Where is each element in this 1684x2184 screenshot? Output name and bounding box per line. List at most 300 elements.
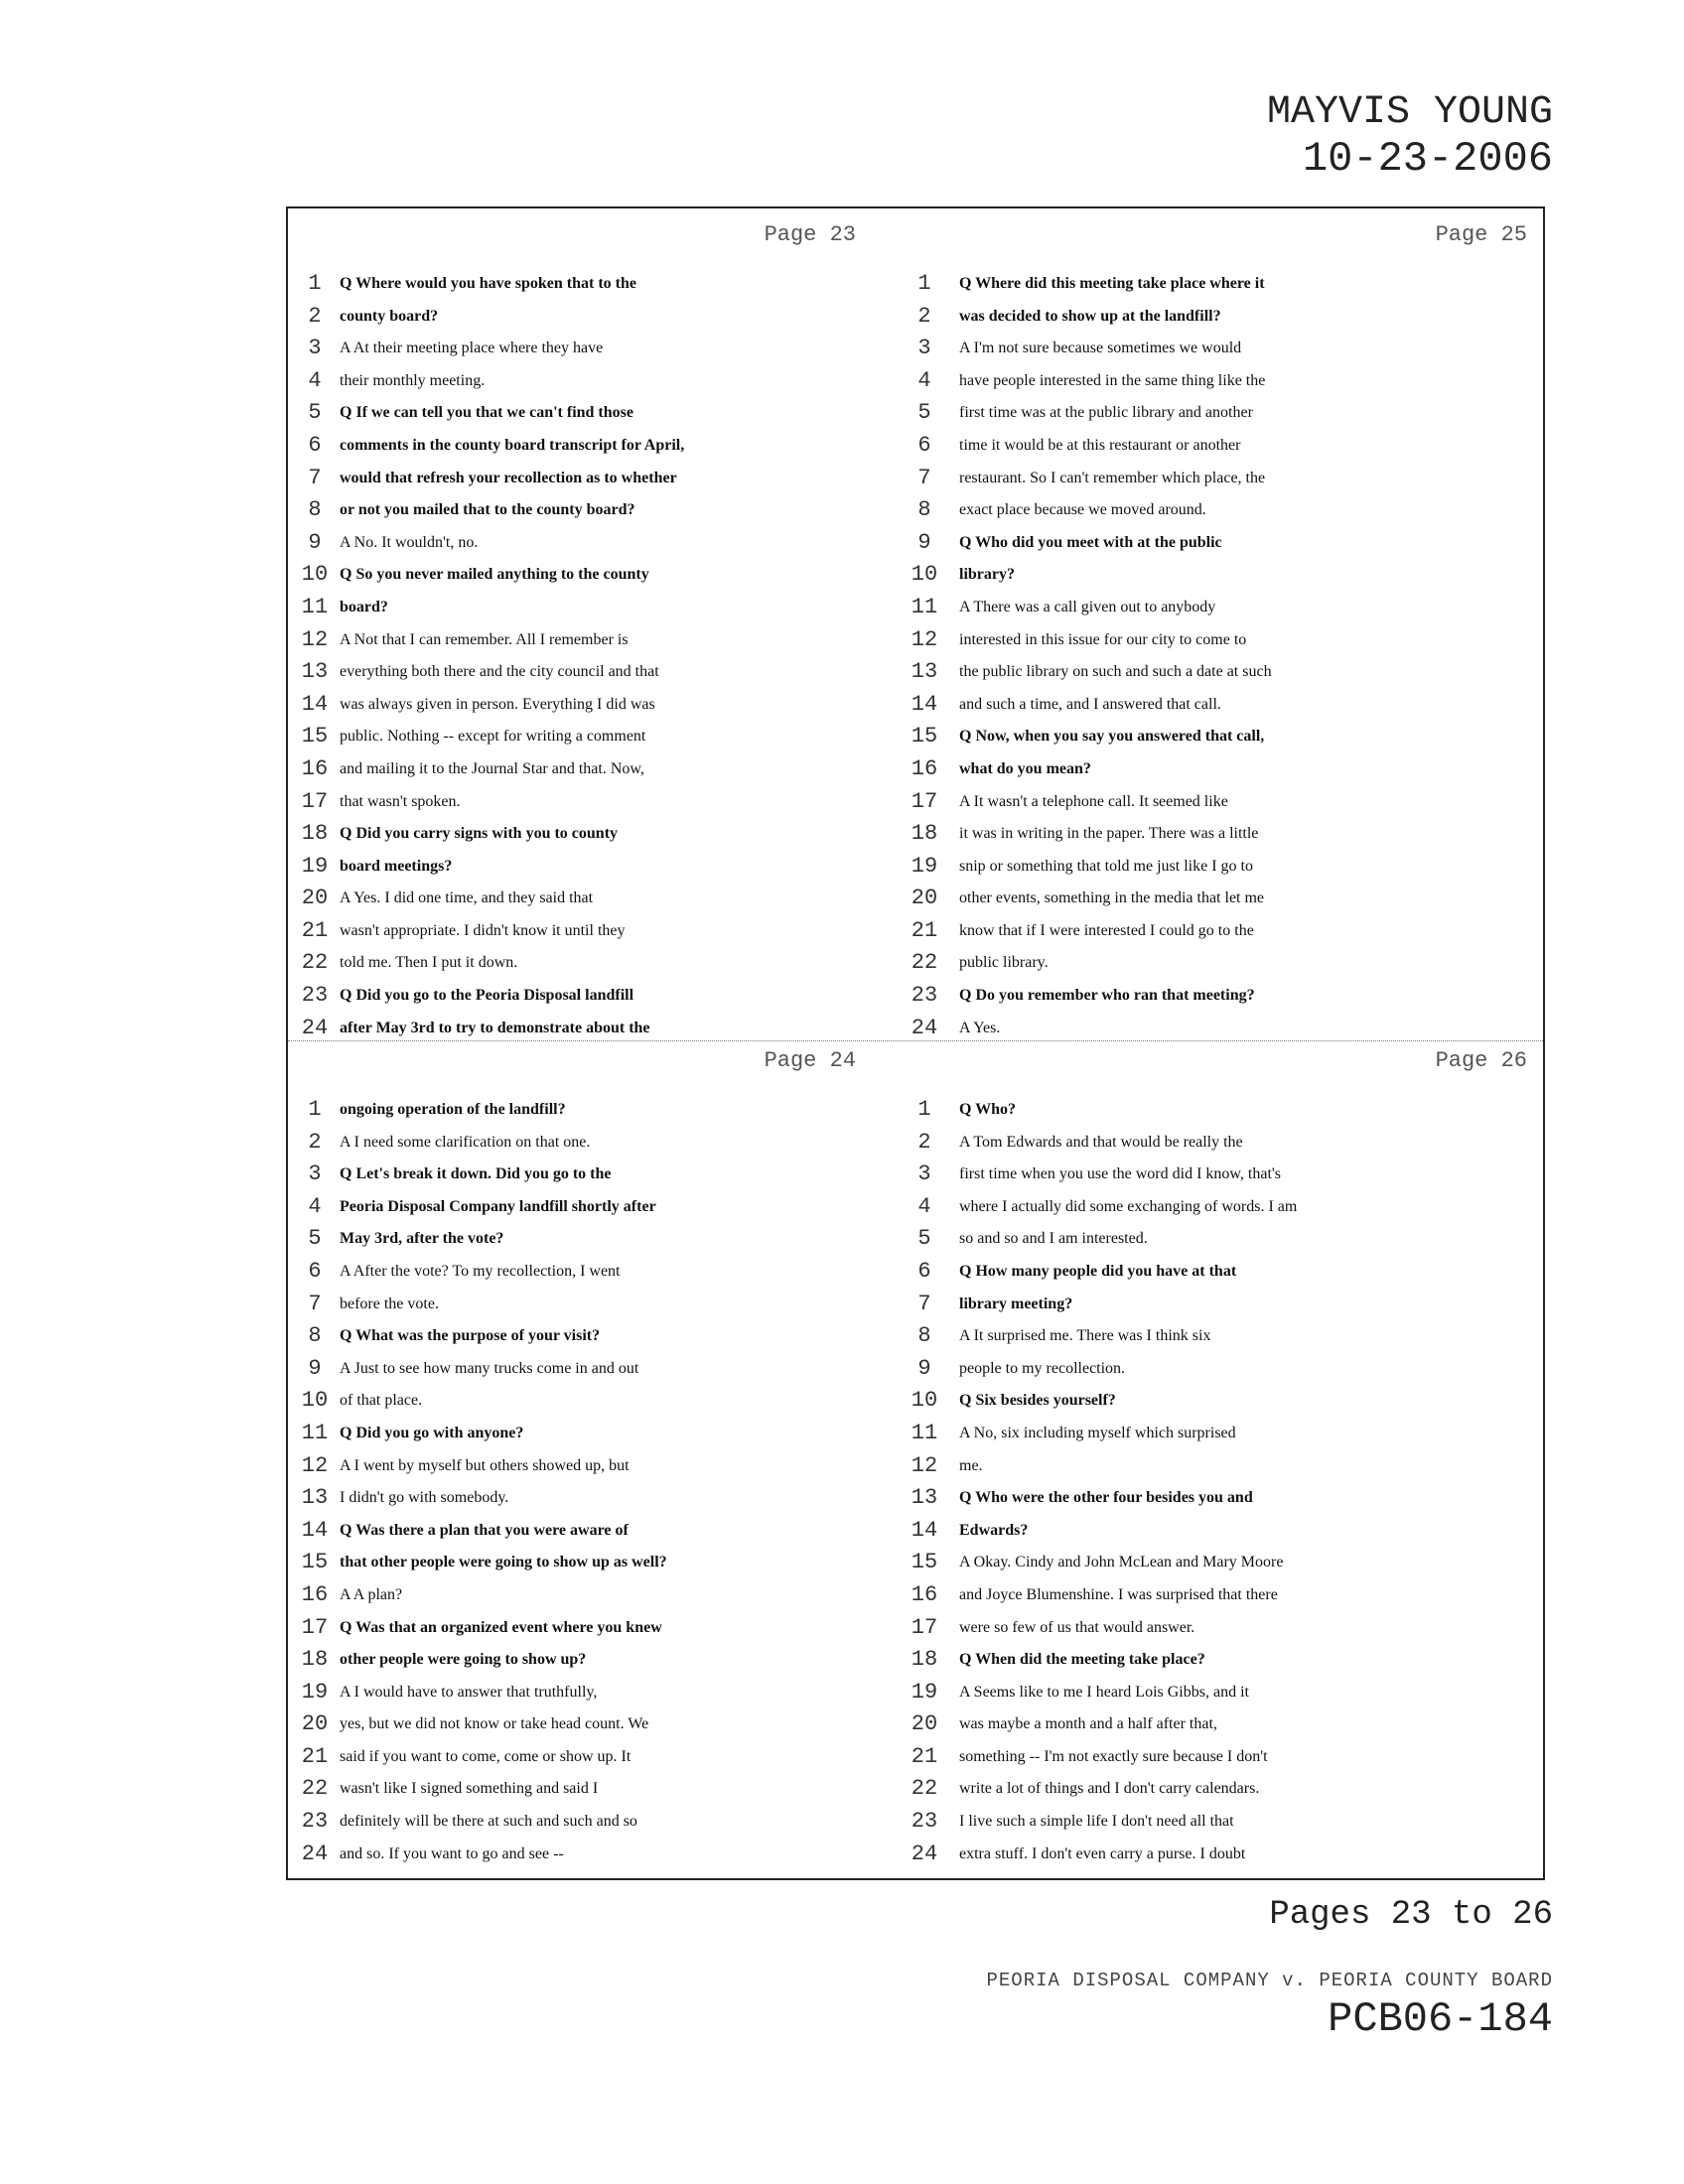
line-text: Edwards? [959, 1521, 1029, 1539]
line-number: 8 [308, 497, 322, 523]
transcript-line [288, 786, 915, 819]
line-number: 10 [911, 1388, 938, 1414]
line-text: that other people were going to show up as well? [340, 1554, 667, 1571]
line-number: 17 [301, 788, 329, 814]
line-text: I live such a simple life I don't need all that [959, 1813, 1234, 1831]
transcript-page-25 [911, 208, 1545, 1040]
transcript-line [288, 1094, 915, 1127]
line-number: 17 [911, 1614, 938, 1640]
line-number: 4 [917, 367, 931, 393]
line-number: 22 [911, 1776, 938, 1802]
line-text: comments in the county board transcript for April, [340, 436, 685, 454]
line-text: where I actually did some exchanging of words. I am [959, 1197, 1298, 1215]
page-label: Page 23 [764, 222, 856, 247]
line-number: 21 [301, 917, 329, 943]
line-number: 14 [911, 1517, 938, 1543]
line-text: A I'm not sure because sometimes we would [959, 340, 1242, 357]
line-number: 3 [308, 1161, 322, 1187]
line-text: A Okay. Cindy and John McLean and Mary Moore [959, 1554, 1284, 1571]
line-text: after May 3rd to try to demonstrate about the [340, 1019, 650, 1036]
line-text: wasn't appropriate. I didn't know it until they [340, 921, 626, 939]
transcript-line [288, 980, 915, 1013]
line-text: Q Was that an organized event where you knew [340, 1618, 662, 1636]
transcript-line [288, 1159, 915, 1191]
transcript-lines [288, 268, 915, 1044]
line-text: what do you mean? [959, 759, 1091, 777]
line-text: A No. It wouldn't, no. [340, 533, 479, 551]
line-text: people to my recollection. [959, 1359, 1126, 1377]
transcript-line [288, 1644, 915, 1677]
line-number: 22 [301, 1776, 329, 1802]
line-text: A Just to see how many trucks come in and out [340, 1359, 639, 1377]
transcript-line [288, 1450, 915, 1483]
line-text: A Yes. I did one time, and they said that [340, 889, 594, 907]
transcript-line [917, 463, 1545, 495]
line-number: 13 [911, 659, 938, 685]
transcript-line [288, 333, 915, 365]
line-text: so and so and I am interested. [959, 1230, 1148, 1248]
transcript-line [288, 915, 915, 948]
line-number: 9 [308, 1355, 322, 1381]
line-text: Q Let's break it down. Did you go to the [340, 1165, 612, 1183]
line-text: were so few of us that would answer. [959, 1618, 1195, 1636]
line-text: write a lot of things and I don't carry calendars. [959, 1780, 1260, 1798]
line-text: Q Do you remember who ran that meeting? [959, 987, 1255, 1005]
line-number: 13 [301, 659, 329, 685]
transcript-line [288, 1579, 915, 1612]
transcript-line [288, 1482, 915, 1515]
line-number: 18 [301, 1647, 329, 1673]
transcript-line [288, 1256, 915, 1289]
line-text: Q Did you carry signs with you to county [340, 825, 619, 843]
line-text: A I need some clarification on that one. [340, 1133, 591, 1151]
transcript-line [911, 915, 1545, 948]
transcript-line [911, 1385, 1545, 1418]
line-number: 13 [301, 1485, 329, 1511]
line-number: 5 [917, 1226, 931, 1252]
line-text: A I would have to answer that truthfully, [340, 1683, 598, 1701]
line-number: 2 [917, 1129, 931, 1155]
transcript-line [917, 1320, 1545, 1353]
line-text: definitely will be there at such and such and so [340, 1813, 637, 1831]
line-number: 11 [911, 1420, 938, 1445]
line-text: ongoing operation of the landfill? [340, 1101, 566, 1118]
line-text: A Tom Edwards and that would be really the [959, 1133, 1243, 1151]
transcript-page-23 [288, 208, 915, 1040]
transcript-page-24 [288, 1048, 915, 1876]
transcript-line [288, 463, 915, 495]
line-number: 3 [917, 336, 931, 361]
transcript-line [917, 1353, 1545, 1386]
transcript-page-26 [911, 1048, 1545, 1876]
line-number: 7 [917, 465, 931, 490]
transcript-line [911, 1773, 1545, 1806]
line-number: 2 [917, 303, 931, 329]
line-text: A It wasn't a telephone call. It seemed like [959, 792, 1228, 810]
page-label: Page 24 [764, 1048, 856, 1073]
line-text: was decided to show up at the landfill? [959, 307, 1221, 325]
line-number: 9 [917, 529, 931, 555]
line-number: 16 [911, 755, 938, 781]
transcript-line [911, 689, 1545, 722]
line-text: Q Who were the other four besides you and [959, 1489, 1253, 1507]
line-number: 21 [911, 917, 938, 943]
line-text: Q Where would you have spoken that to the [340, 275, 636, 292]
line-number: 16 [301, 755, 329, 781]
line-text: Q When did the meeting take place? [959, 1651, 1205, 1669]
line-text: Q Who did you meet with at the public [959, 533, 1222, 551]
transcript-line [917, 1159, 1545, 1191]
line-text: public library. [959, 954, 1049, 972]
line-text: Q What was the purpose of your visit? [340, 1327, 601, 1345]
line-number: 16 [911, 1581, 938, 1607]
page-range: Pages 23 to 26 [1269, 1896, 1553, 1934]
transcript-line [911, 1612, 1545, 1645]
line-text: that wasn't spoken. [340, 792, 461, 810]
line-text: and such a time, and I answered that call. [959, 695, 1221, 713]
transcript-line [288, 592, 915, 624]
line-text: know that if I were interested I could go to the [959, 921, 1254, 939]
line-text: everything both there and the city council and that [340, 663, 659, 681]
line-number: 5 [308, 1226, 322, 1252]
line-number: 7 [917, 1291, 931, 1316]
transcript-line [917, 301, 1545, 334]
transcript-line [288, 1320, 915, 1353]
transcript-line [911, 753, 1545, 786]
transcript-line [917, 430, 1545, 463]
transcript-line [288, 494, 915, 527]
transcript-line [911, 818, 1545, 851]
transcript-line [288, 1223, 915, 1256]
line-number: 11 [301, 1420, 329, 1445]
transcript-line [911, 1839, 1545, 1871]
line-text: first time when you use the word did I know, that's [959, 1165, 1282, 1183]
line-number: 6 [308, 432, 322, 458]
line-number: 1 [917, 1097, 931, 1122]
line-text: have people interested in the same thing like the [959, 371, 1266, 389]
transcript-line [917, 397, 1545, 430]
line-number: 1 [308, 1097, 322, 1122]
line-text: library? [959, 566, 1015, 584]
transcript-line [911, 1741, 1545, 1774]
line-number: 6 [917, 1258, 931, 1284]
line-number: 23 [301, 1809, 329, 1835]
line-number: 1 [308, 271, 322, 296]
line-text: snip or something that told me just like I go to [959, 857, 1253, 875]
line-text: their monthly meeting. [340, 371, 486, 389]
transcript-line [288, 1127, 915, 1160]
transcript-line [288, 883, 915, 915]
line-number: 18 [911, 1647, 938, 1673]
transcript-line [288, 656, 915, 689]
line-number: 4 [308, 367, 322, 393]
transcript-line [911, 1677, 1545, 1709]
line-text: yes, but we did not know or take head count. We [340, 1715, 649, 1733]
line-number: 4 [917, 1193, 931, 1219]
line-number: 17 [911, 788, 938, 814]
line-number: 13 [911, 1485, 938, 1511]
line-number: 8 [917, 497, 931, 523]
line-number: 6 [308, 1258, 322, 1284]
transcript-line [288, 1773, 915, 1806]
line-number: 17 [301, 1614, 329, 1640]
transcript-line [288, 1806, 915, 1839]
transcript-line [917, 1223, 1545, 1256]
transcript-line [288, 1289, 915, 1321]
line-number: 18 [911, 821, 938, 847]
transcript-line [911, 1579, 1545, 1612]
line-number: 11 [301, 594, 329, 619]
transcript-lines [288, 1094, 915, 1870]
transcript-line [288, 689, 915, 722]
line-text: A A plan? [340, 1585, 403, 1603]
line-number: 21 [301, 1743, 329, 1769]
line-text: restaurant. So I can't remember which place, the [959, 469, 1266, 486]
witness-name: MAYVIS YOUNG [1266, 90, 1553, 135]
line-text: board? [340, 598, 388, 615]
line-text: told me. Then I put it down. [340, 954, 518, 972]
line-number: 2 [308, 303, 322, 329]
line-text: other people were going to show up? [340, 1651, 587, 1669]
transcript-line [288, 1708, 915, 1741]
line-number: 20 [911, 1711, 938, 1737]
line-number: 23 [301, 983, 329, 1009]
transcript-line [911, 1482, 1545, 1515]
line-number: 22 [911, 950, 938, 976]
line-number: 24 [301, 1841, 329, 1866]
line-number: 12 [911, 626, 938, 652]
transcript-line [917, 268, 1545, 301]
transcript-lines [911, 1094, 1545, 1870]
transcript-line [911, 1806, 1545, 1839]
transcript-line [911, 883, 1545, 915]
transcript-line [917, 1127, 1545, 1160]
transcript-line [288, 818, 915, 851]
docket-number: PCB06-184 [1328, 1995, 1553, 2043]
transcript-line [911, 851, 1545, 884]
line-text: or not you mailed that to the county board? [340, 501, 635, 519]
line-number: 8 [308, 1323, 322, 1349]
transcript-line [911, 980, 1545, 1013]
page-divider [288, 1040, 1543, 1041]
line-number: 3 [308, 336, 322, 361]
transcript-line [288, 1418, 915, 1450]
transcript-line [911, 721, 1545, 753]
transcript-line [288, 1612, 915, 1645]
transcript-line [288, 527, 915, 560]
line-text: A Seems like to me I heard Lois Gibbs, and it [959, 1683, 1249, 1701]
transcript-line [911, 1450, 1545, 1483]
line-number: 12 [301, 1452, 329, 1478]
line-text: A After the vote? To my recollection, I went [340, 1262, 621, 1280]
line-text: was maybe a month and a half after that, [959, 1715, 1217, 1733]
line-text: A Not that I can remember. All I remember is [340, 630, 629, 648]
line-number: 10 [301, 1388, 329, 1414]
line-text: A It surprised me. There was I think six [959, 1327, 1211, 1345]
transcript-line [288, 397, 915, 430]
line-text: county board? [340, 307, 439, 325]
transcript-line [911, 1708, 1545, 1741]
page-label: Page 25 [1435, 222, 1527, 247]
transcript-line [911, 656, 1545, 689]
transcript-line [288, 851, 915, 884]
transcript-line [288, 1547, 915, 1579]
transcript-line [911, 1418, 1545, 1450]
line-text: said if you want to come, come or show up. It [340, 1747, 632, 1765]
line-text: the public library on such and such a date at such [959, 663, 1272, 681]
line-text: Q Six besides yourself? [959, 1392, 1116, 1410]
line-text: Q Was there a plan that you were aware of [340, 1521, 629, 1539]
line-text: extra stuff. I don't even carry a purse. I doubt [959, 1844, 1246, 1862]
transcript-line [288, 1741, 915, 1774]
line-text: time it would be at this restaurant or another [959, 436, 1241, 454]
transcript-line [911, 624, 1545, 657]
line-number: 19 [301, 853, 329, 879]
line-number: 23 [911, 983, 938, 1009]
transcript-line [288, 1385, 915, 1418]
line-number: 14 [301, 691, 329, 717]
line-number: 8 [917, 1323, 931, 1349]
line-number: 7 [308, 465, 322, 490]
line-number: 24 [301, 1015, 329, 1040]
transcript-line [288, 1677, 915, 1709]
transcript-line [288, 365, 915, 398]
transcript-line [288, 301, 915, 334]
transcript-line [917, 365, 1545, 398]
transcript-line [917, 1289, 1545, 1321]
line-text: first time was at the public library and another [959, 404, 1253, 422]
line-text: and Joyce Blumenshine. I was surprised that there [959, 1585, 1278, 1603]
line-number: 15 [301, 724, 329, 750]
line-text: public. Nothing -- except for writing a comment [340, 728, 646, 746]
transcript-line [911, 1547, 1545, 1579]
line-number: 9 [917, 1355, 931, 1381]
line-number: 24 [911, 1841, 938, 1866]
line-text: it was in writing in the paper. There was a little [959, 825, 1259, 843]
line-text: library meeting? [959, 1295, 1073, 1312]
line-text: Q Now, when you say you answered that call, [959, 728, 1265, 746]
transcript-line [917, 1256, 1545, 1289]
line-text: was always given in person. Everything I did was [340, 695, 655, 713]
line-number: 15 [911, 724, 938, 750]
line-number: 11 [911, 594, 938, 619]
transcript-line [911, 559, 1545, 592]
line-number: 19 [911, 853, 938, 879]
line-text: Q Who? [959, 1101, 1017, 1118]
line-number: 2 [308, 1129, 322, 1155]
line-text: Q So you never mailed anything to the county [340, 566, 649, 584]
line-text: A At their meeting place where they have [340, 340, 604, 357]
transcript-line [911, 947, 1545, 980]
transcript-line [288, 947, 915, 980]
line-number: 5 [917, 400, 931, 426]
line-text: and so. If you want to go and see -- [340, 1844, 564, 1862]
line-text: Q How many people did you have at that [959, 1262, 1237, 1280]
line-text: me. [959, 1456, 983, 1474]
transcript-line [917, 527, 1545, 560]
transcript-lines [911, 268, 1545, 1044]
line-text: Q If we can tell you that we can't find those [340, 404, 633, 422]
transcript-line [288, 1353, 915, 1386]
transcript-line [288, 753, 915, 786]
line-number: 9 [308, 529, 322, 555]
line-text: A I went by myself but others showed up, but [340, 1456, 630, 1474]
transcript-line [911, 592, 1545, 624]
line-number: 21 [911, 1743, 938, 1769]
line-number: 15 [911, 1550, 938, 1575]
transcript-line [288, 721, 915, 753]
line-number: 14 [911, 691, 938, 717]
line-number: 16 [301, 1581, 329, 1607]
transcript-line [911, 1644, 1545, 1677]
line-number: 20 [301, 886, 329, 911]
line-text: of that place. [340, 1392, 423, 1410]
deposition-date: 10-23-2006 [1302, 135, 1553, 183]
line-text: would that refresh your recollection as to whether [340, 469, 677, 486]
line-text: and mailing it to the Journal Star and that. Now, [340, 759, 644, 777]
line-number: 18 [301, 821, 329, 847]
transcript-line [288, 559, 915, 592]
line-text: before the vote. [340, 1295, 439, 1312]
line-text: Q Did you go with anyone? [340, 1424, 524, 1441]
transcript-line [288, 1515, 915, 1548]
line-text: I didn't go with somebody. [340, 1489, 509, 1507]
line-text: A No, six including myself which surprised [959, 1424, 1236, 1441]
line-text: Q Where did this meeting take place where it [959, 275, 1265, 292]
transcript-line [911, 1515, 1545, 1548]
line-text: wasn't like I signed something and said I [340, 1780, 599, 1798]
line-number: 3 [917, 1161, 931, 1187]
line-text: A Yes. [959, 1019, 1001, 1036]
case-caption: PEORIA DISPOSAL COMPANY v. PEORIA COUNTY BOARD [986, 1970, 1553, 1991]
transcript-line [911, 786, 1545, 819]
transcript-line [917, 1094, 1545, 1127]
line-text: board meetings? [340, 857, 453, 875]
transcript-line [288, 624, 915, 657]
line-number: 19 [301, 1679, 329, 1705]
line-number: 20 [911, 886, 938, 911]
line-text: something -- I'm not exactly sure because I don't [959, 1747, 1268, 1765]
line-number: 10 [301, 562, 329, 588]
line-number: 23 [911, 1809, 938, 1835]
line-text: A There was a call given out to anybody [959, 598, 1216, 615]
transcript-line [288, 1839, 915, 1871]
line-text: other events, something in the media that let me [959, 889, 1265, 907]
line-number: 5 [308, 400, 322, 426]
line-text: May 3rd, after the vote? [340, 1230, 504, 1248]
transcript-line [917, 333, 1545, 365]
line-text: exact place because we moved around. [959, 501, 1206, 519]
transcript-line [917, 1191, 1545, 1224]
line-number: 7 [308, 1291, 322, 1316]
transcript-frame [286, 206, 1545, 1880]
line-number: 14 [301, 1517, 329, 1543]
transcript-line [288, 268, 915, 301]
line-number: 15 [301, 1550, 329, 1575]
line-number: 10 [911, 562, 938, 588]
transcript-line [917, 494, 1545, 527]
line-text: interested in this issue for our city to come to [959, 630, 1247, 648]
line-number: 12 [301, 626, 329, 652]
line-number: 1 [917, 271, 931, 296]
line-text: Peoria Disposal Company landfill shortly after [340, 1197, 656, 1215]
line-number: 6 [917, 432, 931, 458]
line-number: 22 [301, 950, 329, 976]
line-number: 19 [911, 1679, 938, 1705]
transcript-line [288, 430, 915, 463]
line-number: 24 [911, 1015, 938, 1040]
transcript-line [288, 1191, 915, 1224]
